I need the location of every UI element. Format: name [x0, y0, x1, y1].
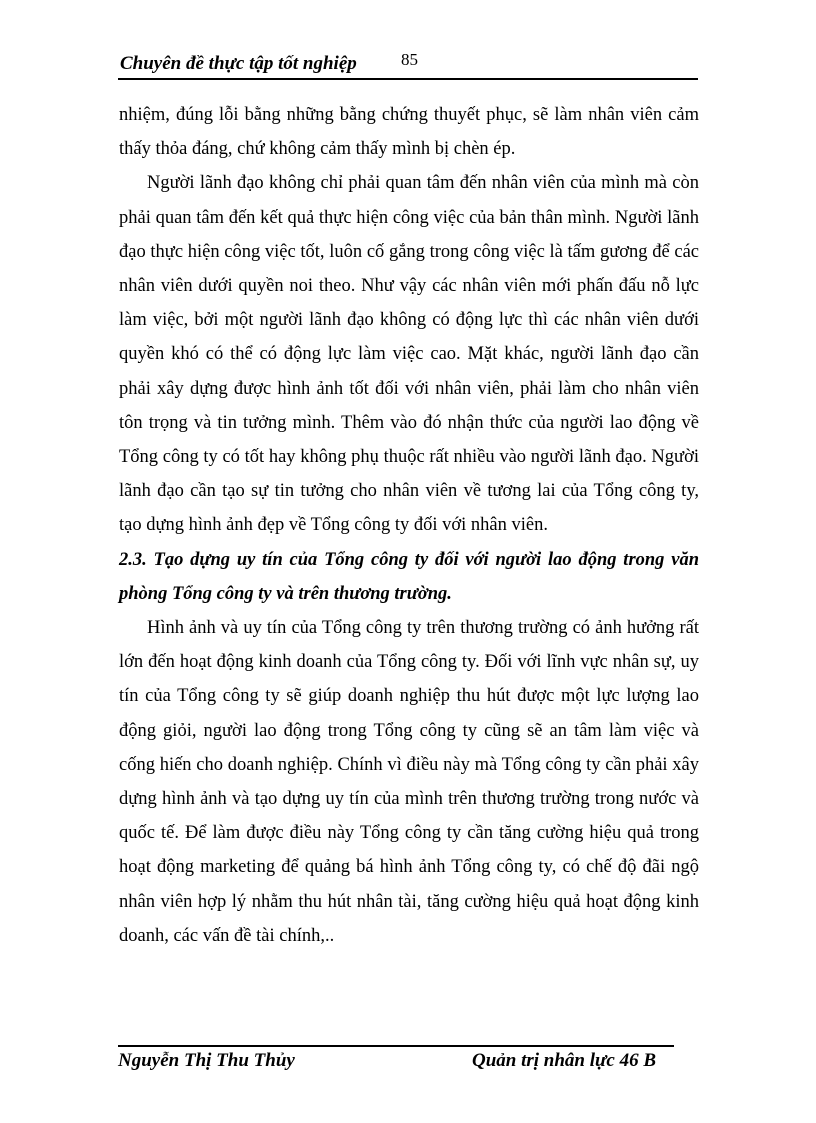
paragraph-leadership: Người lãnh đạo không chỉ phải quan tâm đến nhân viên của mình mà còn phải quan tâm đến kết quả thực hiện công việc của bản thân mình. Người lãnh đạo thực hiện công việc tốt, luôn cố gắng trong công việc là tấm gương để các nhân viên dưới quyền noi theo. Như vậy các nhân viên mới phấn đấu nỗ lực làm việc, bởi một người lãnh đạo không có động lực thì các nhân viên dưới quyền khó có thể có động lực làm việc cao. Mặt khác, người lãnh đạo cần phải xây dựng được hình ảnh tốt đối với nhân viên, phải làm cho nhân viên tôn trọng và tin tưởng mình. Thêm vào đó nhận thức của người lao động về Tổng công ty có tốt hay không phụ thuộc rất nhiều vào người lãnh đạo. Người lãnh đạo cần tạo sự tin tưởng cho nhân viên về tương lai của Tổng công ty, tạo dựng hình ảnh đẹp về Tổng công ty đối với nhân viên. [119, 173, 699, 536]
document-body [119, 98, 699, 953]
footer-course: Quản trị nhân lực 46 B [471, 1050, 656, 1071]
page-header [118, 50, 698, 80]
document-title: Chuyên đề thực tập tốt nghiệp [120, 53, 357, 74]
page-footer [118, 1045, 674, 1081]
paragraph-reputation: Hình ảnh và uy tín của Tổng công ty trên thương trường có ảnh hưởng rất lớn đến hoạt động kinh doanh của Tổng công ty. Đối với lĩnh vực nhân sự, uy tín của Tổng công ty sẽ giúp doanh nghiệp thu hút được một lực lượng lao động giỏi, người lao động trong Tổng công ty cũng sẽ an tâm làm việc và cống hiến cho doanh nghiệp. Chính vì điều này mà Tổng công ty cần phải xây dựng hình ảnh và tạo dựng uy tín của mình trên thương trường trong nước và quốc tế. Để làm được điều này Tổng công ty cần tăng cường hiệu quả trong hoạt động marketing để quảng bá hình ảnh Tổng công ty, có chế độ đãi ngộ nhân viên hợp lý nhằm thu hút nhân tài, tăng cường hiệu quả hoạt động kinh doanh, các vấn đề tài chính,.. [119, 618, 699, 946]
paragraph-continuation: nhiệm, đúng lỗi bằng những bằng chứng thuyết phục, sẽ làm nhân viên cảm thấy thỏa đáng, chứ không cảm thấy mình bị chèn ép. [119, 105, 699, 160]
footer-author: Nguyễn Thị Thu Thủy [118, 1050, 295, 1071]
page-number: 85 [401, 50, 418, 69]
section-heading: 2.3. Tạo dựng uy tín của Tổng công ty đối với người lao động trong văn phòng Tổng công ty và trên thương trường. [119, 549, 699, 604]
